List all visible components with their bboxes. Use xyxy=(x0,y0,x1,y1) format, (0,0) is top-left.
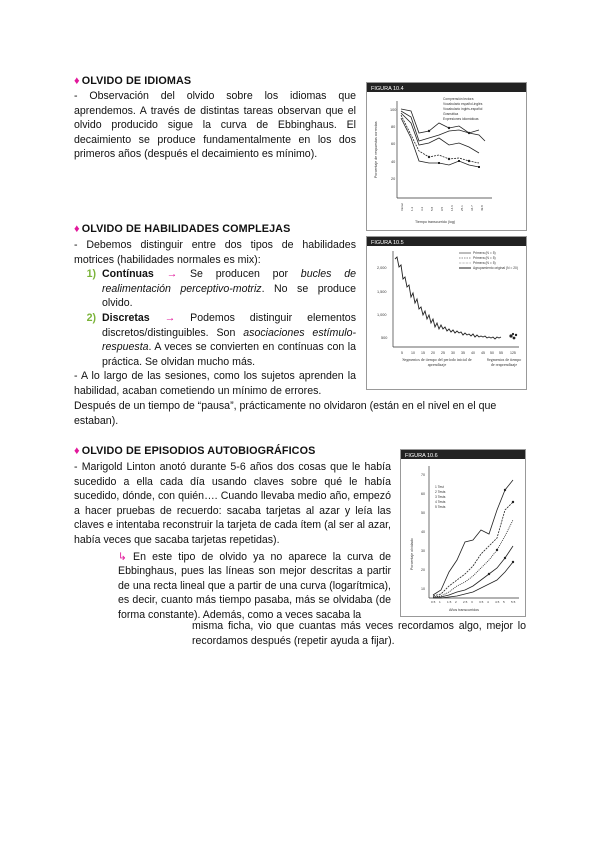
svg-text:9.5: 9.5 xyxy=(440,206,444,211)
figure-10-4-ylabel: Porcentaje de respuestas correctas xyxy=(374,121,378,178)
figure-10-6-legend-3: 4 Tests xyxy=(435,500,446,504)
svg-text:0.5: 0.5 xyxy=(431,600,436,604)
figure-10-5-xlabel-left: Segmentos de tiempo del período inicial de aprendizaje xyxy=(402,358,472,367)
svg-text:1: 1 xyxy=(439,600,441,604)
figure-10-4-legend-4: Expresiones idiomáticas xyxy=(443,117,479,121)
svg-text:80: 80 xyxy=(391,125,396,129)
figure-10-6-legend-0: 1 Test xyxy=(435,485,444,489)
figure-10-4-legend-3: Gramática xyxy=(443,112,459,116)
item1-text-a: Se producen por xyxy=(189,268,288,281)
xtick-10: 10 xyxy=(411,351,415,355)
figure-10-4-label: FIGURA 10.4 xyxy=(371,86,404,92)
figure-10-4-legend xyxy=(443,97,483,121)
section2-body3-text: Después de un tiempo de “pausa”, prácticamente no olvidaron (están en el nivel en el que estaban). xyxy=(74,400,497,427)
svg-text:40: 40 xyxy=(421,530,425,534)
section3-body-text: - Marigold Linton anotó durante 5-6 años dos cosas que le había sucedido a ella cada día usando claves sobre qué le había sucedido, dónde, con quién…. Cuando llevaba medio año, empezó a hacer pruebas de recuerdo: sacaba tarjetas al azar y leía las claves e intentaba reconstruir la tarjeta de cada ítem (al ser al azar, había veces que sacaba tarjetas repetidas). xyxy=(74,461,391,546)
xtick-125: 125 xyxy=(510,351,516,355)
svg-text:30: 30 xyxy=(421,549,425,553)
ytick-1500: 1,500 xyxy=(377,290,387,294)
item2-italic: asociaciones estímulo-respuesta xyxy=(102,326,356,354)
xtick-50: 50 xyxy=(490,351,494,355)
xtick-45: 45 xyxy=(481,351,485,355)
xtick-30: 30 xyxy=(451,351,455,355)
svg-text:5: 5 xyxy=(503,600,505,604)
section1-title xyxy=(74,74,191,89)
section2-body3 xyxy=(74,399,526,428)
figure-10-5-label: FIGURA 10.5 xyxy=(371,240,404,246)
svg-text:5.5: 5.5 xyxy=(511,600,516,604)
arrow-icon: → xyxy=(164,311,176,324)
figure-10-4-legend-2: Vocabulario inglés-español xyxy=(443,107,483,111)
figure-10-5-xlabel-right: Segmentos de tiempo de reaprendizaje xyxy=(486,358,522,367)
svg-text:2: 2 xyxy=(455,600,457,604)
xtick-15: 15 xyxy=(421,351,425,355)
term-discretas: Discretas xyxy=(102,311,150,324)
figure-10-6 xyxy=(400,449,526,617)
item2-text-b: . A veces se convierten en contínuas con la práctica. Se olvidan mucho más. xyxy=(102,341,356,368)
section3-sub-text-b: misma ficha, vio que cuantas más veces recordamos algo, mejor lo recordamos después (repetir ayuda a fijar). xyxy=(192,620,526,647)
section3-body xyxy=(74,460,391,623)
list-item-continuas xyxy=(74,267,356,311)
ytick-1000: 1,000 xyxy=(377,313,387,317)
section3-sub-b xyxy=(192,619,526,648)
section3-sub-text-a: En este tipo de olvido ya no aparece la curva de Ebbinghaus, pues las líneas son mejor descritas a partir de una recta lineal que a partir de una curva (logarítmica), es decir, cuanto más tiempo pasaba, más se olvidaba (de forma constante). Además, como a veces sacaba la xyxy=(118,550,391,621)
svg-text:14.6: 14.6 xyxy=(450,205,454,211)
svg-text:4: 4 xyxy=(487,600,489,604)
section1-body-text: - Observación del olvido sobre los idiomas que aprendemos. A través de distintas tareas observan que el olvido producido sigue la curva de Ebbinghaus. El decaimiento se produce fundamentalmente en los dos primeros años (después el decaimiento es mínimo). xyxy=(74,90,356,161)
xtick-20: 20 xyxy=(431,351,435,355)
svg-text:60: 60 xyxy=(391,142,396,146)
diamond-bullet-icon: ♦ xyxy=(74,223,80,235)
svg-text:Inicial: Inicial xyxy=(400,203,404,211)
svg-text:70: 70 xyxy=(421,473,425,477)
xtick-25: 25 xyxy=(441,351,445,355)
diamond-bullet-icon: ♦ xyxy=(74,445,80,457)
ytick-500: 500 xyxy=(381,336,388,340)
svg-text:20: 20 xyxy=(421,568,425,572)
figure-10-6-label: FIGURA 10.6 xyxy=(405,453,438,459)
figure-10-4-legend-1: Vocabulario español-inglés xyxy=(443,102,483,106)
figure-10-5-legend-2: Primera (N = 5) xyxy=(473,261,496,265)
figure-10-5 xyxy=(366,236,527,390)
svg-text:10: 10 xyxy=(421,587,425,591)
xtick-35: 35 xyxy=(461,351,465,355)
item1-italic: bucles de realimentación perceptivo-motriz xyxy=(102,268,356,295)
arrow-icon: → xyxy=(166,268,178,281)
list-number-2: 2) xyxy=(86,311,96,324)
figure-10-5-legend-0: Primera (N = 5) xyxy=(473,251,496,255)
figure-10-4-legend-0: Comprensión lectora xyxy=(443,97,474,101)
svg-text:3.2: 3.2 xyxy=(420,206,424,211)
section3-title xyxy=(74,444,315,459)
figure-10-6-xlabel: Años transcurridos xyxy=(449,608,479,612)
item2-text-a: Podemos distinguir elementos discretos/distinguibles. Son xyxy=(102,311,356,339)
svg-text:3.5: 3.5 xyxy=(479,600,484,604)
figure-10-6-legend-2: 3 Tests xyxy=(435,495,446,499)
svg-text:40: 40 xyxy=(391,160,396,164)
section1-body xyxy=(74,89,356,162)
section3-title-text: OLVIDO DE EPISODIOS AUTOBIOGRÁFICOS xyxy=(81,445,316,457)
svg-text:49.8: 49.8 xyxy=(480,205,484,211)
return-arrow-icon: ↳ xyxy=(118,550,127,563)
section2-body xyxy=(74,238,356,399)
svg-text:2.5: 2.5 xyxy=(463,600,468,604)
svg-text:34.7: 34.7 xyxy=(470,205,474,211)
figure-10-4-xlabel: Tiempo transcurrido (log) xyxy=(415,220,456,224)
figure-10-5-legend-3: Agrupamiento original (N = 20) xyxy=(473,266,518,270)
svg-text:50: 50 xyxy=(421,511,425,515)
xtick-5: 5 xyxy=(401,351,403,355)
svg-text:1.2: 1.2 xyxy=(410,206,414,211)
section3-sub xyxy=(74,550,391,623)
xtick-40: 40 xyxy=(471,351,475,355)
figure-10-6-legend xyxy=(435,485,446,509)
svg-text:100: 100 xyxy=(390,108,397,112)
section2-intro: - Debemos distinguir entre dos tipos de habilidades motrices (habilidades normales es mix): xyxy=(74,239,356,266)
section2-title xyxy=(74,222,290,237)
section2-title-text: OLVIDO DE HABILIDADES COMPLEJAS xyxy=(81,223,291,235)
term-continuas: Contínuas xyxy=(102,268,154,281)
xtick-55: 55 xyxy=(499,351,503,355)
diamond-bullet-icon: ♦ xyxy=(74,75,80,87)
section1-title-text: OLVIDO DE IDIOMAS xyxy=(81,75,192,87)
figure-10-4 xyxy=(366,82,527,231)
list-number-1: 1) xyxy=(86,268,96,281)
svg-text:20: 20 xyxy=(391,177,396,181)
list-item-discretas xyxy=(74,311,356,369)
figure-10-5-legend xyxy=(459,251,518,270)
svg-text:3: 3 xyxy=(471,600,473,604)
svg-text:1.5: 1.5 xyxy=(447,600,452,604)
section2-body2: - A lo largo de las sesiones, como los sujetos aprenden la habilidad, acaban cometiendo un mínimo de errores. xyxy=(74,370,356,397)
svg-text:4.5: 4.5 xyxy=(495,600,500,604)
svg-text:60: 60 xyxy=(421,492,425,496)
figure-10-6-ylabel: Porcentaje olvidado xyxy=(410,538,414,570)
item1-text-b: . No se produce olvido. xyxy=(102,282,356,310)
figure-10-6-legend-1: 2 Tests xyxy=(435,490,446,494)
ytick-2000: 2,000 xyxy=(377,266,387,270)
figure-10-5-legend-1: Primera (N = 5) xyxy=(473,256,496,260)
svg-text:5.8: 5.8 xyxy=(430,206,434,211)
figure-10-6-legend-4: 5 Tests xyxy=(435,505,446,509)
svg-text:25.1: 25.1 xyxy=(460,205,464,211)
